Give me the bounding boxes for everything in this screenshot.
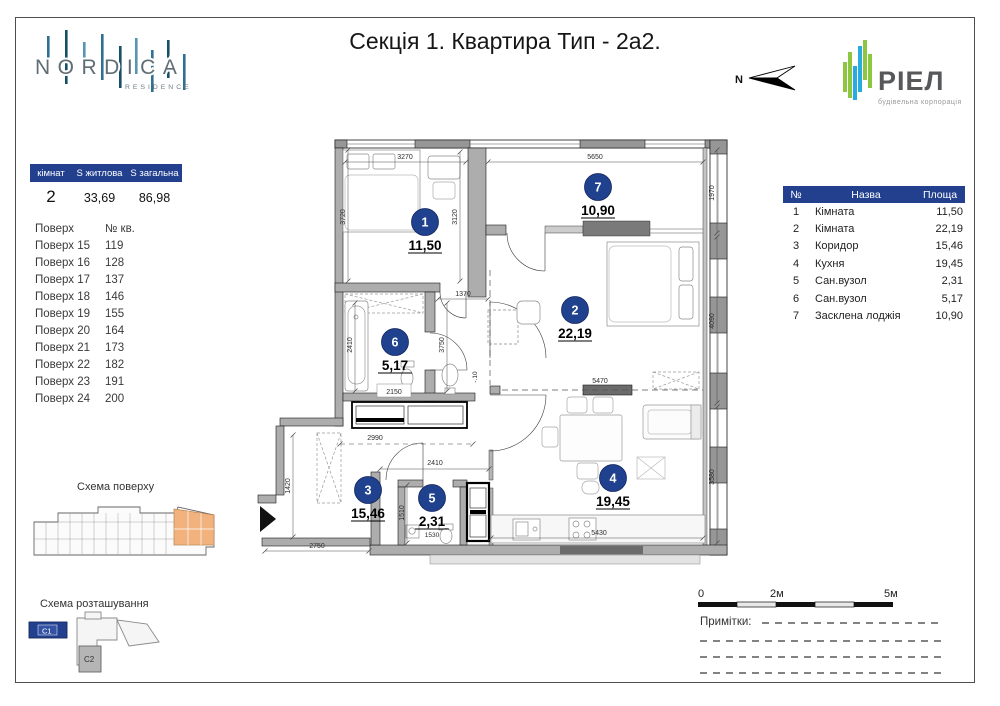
room-area: 10,90: [935, 310, 963, 323]
bed-room2: [607, 242, 699, 326]
rooms-col-name: Назва: [851, 188, 881, 201]
room-name: Сан.вузол: [815, 275, 867, 288]
floor-scheme: [28, 497, 238, 582]
floors-list: [35, 220, 150, 407]
floor-label: Поверх 24: [35, 392, 91, 405]
dimension-label: 1530: [424, 532, 440, 539]
room-name: Коридор: [815, 240, 859, 253]
scale-bar-graphic: [698, 601, 898, 609]
floor-label: Поверх 16: [35, 256, 91, 269]
room-label-7: [581, 174, 615, 219]
room-number: 6: [792, 292, 800, 305]
wardrobe-room2: [653, 372, 699, 389]
floor-row: [35, 271, 150, 288]
apartment-number: 146: [105, 290, 125, 303]
room-number-text: 6: [391, 335, 399, 350]
wardrobe-corridor: [317, 433, 341, 503]
desk-room2: [488, 310, 518, 344]
room-area: 15,46: [935, 240, 963, 253]
bed-room1: [343, 150, 420, 232]
summary-total-area: 86,98: [138, 191, 171, 205]
entrance-arrow: [260, 506, 276, 532]
room-area-text: 19,45: [596, 494, 630, 509]
floor-scheme-highlighted-unit: [174, 509, 214, 545]
apartment-summary-values: [30, 187, 182, 207]
rooms-table-header: [783, 186, 965, 203]
location-building-c1: [29, 622, 67, 638]
floors-col2-header: № кв.: [105, 222, 135, 235]
room-number-text: 2: [571, 303, 579, 318]
room-number-text: 3: [364, 483, 372, 498]
page-title: Секція 1. Квартира Тип - 2а2.: [349, 28, 661, 54]
floor-label: Поверх 15: [35, 239, 91, 252]
room-area-text: 2,31: [418, 514, 446, 529]
room-table-row: [783, 203, 965, 220]
dimension-label: 5650: [587, 154, 603, 161]
floor-row: [35, 237, 150, 254]
notes-line-3: [700, 656, 942, 658]
dimension-label: 2410: [427, 460, 443, 467]
room-name: Кухня: [815, 257, 845, 270]
floor-label: Поверх 22: [35, 358, 91, 371]
kitchen-counter: [491, 515, 705, 543]
room-number-text: 1: [421, 215, 429, 230]
room-number-text: 7: [594, 180, 602, 195]
riel-logo-bars: [843, 40, 872, 100]
dimension-label: 1970: [709, 185, 716, 201]
room-number-text: 5: [428, 491, 436, 506]
floor-row: [35, 339, 150, 356]
notes-line-2: [700, 640, 942, 642]
floor-scheme-title: Схема поверху: [77, 481, 155, 493]
room-number: 7: [792, 310, 800, 323]
room-area-text: 15,46: [351, 506, 385, 521]
room-area: 19,45: [935, 257, 963, 270]
room-number: 3: [792, 240, 800, 253]
apartment-number: 191: [105, 375, 125, 388]
room-label-2: [558, 297, 592, 342]
chair-room2: [517, 301, 540, 324]
floor-label: Поверх 18: [35, 290, 91, 303]
dimension-label: 2150: [386, 389, 402, 396]
dimension-label: -.10: [472, 371, 479, 383]
scale-label-2m: 2м: [770, 588, 784, 600]
chair-room1: [433, 182, 455, 199]
apartment-number: 155: [105, 307, 125, 320]
room-number: 4: [792, 257, 800, 270]
sofa: [643, 405, 701, 439]
riel-wordmark: РІЕЛ: [878, 66, 945, 96]
summary-header-total: S загальна: [130, 167, 179, 179]
scale-label-5m: 5м: [884, 588, 898, 600]
room-name: Засклена лоджія: [815, 310, 901, 323]
dimension-label: 1420: [285, 478, 292, 494]
floor-label: Поверх 23: [35, 375, 91, 388]
room-table-row: [783, 255, 965, 272]
room-table-row: [783, 273, 965, 290]
north-label: N: [735, 74, 743, 86]
room-area-text: 11,50: [408, 238, 442, 253]
room-name: Кімната: [815, 205, 855, 218]
dimension-label: 1510: [399, 505, 406, 521]
north-arrow: [733, 62, 803, 94]
dimension-label: 1370: [455, 291, 471, 298]
notes-line-4: [700, 672, 942, 674]
apartment-number: 119: [105, 239, 124, 252]
apartment-number: 182: [105, 358, 125, 371]
room-name: Кімната: [815, 223, 855, 236]
apartment-number: 128: [105, 256, 125, 269]
apartment-number: 173: [105, 341, 125, 354]
floors-list-header: [35, 220, 150, 237]
coffee-table: [637, 457, 665, 479]
floor-row: [35, 356, 150, 373]
dimension-tick: [471, 442, 476, 447]
scale-label-0: 0: [698, 588, 705, 600]
room-number: 5: [792, 275, 800, 288]
north-arrow-upper: [749, 66, 795, 78]
room-table-row: [783, 238, 965, 255]
rooms-col-num: №: [790, 188, 802, 201]
room-label-6: [378, 329, 412, 374]
nordica-sub-wordmark: RESIDENCE: [125, 84, 192, 91]
room-label-4: [596, 465, 630, 510]
floor-row: [35, 390, 150, 407]
desk-room1: [428, 156, 460, 179]
room-name: Сан.вузол: [815, 292, 867, 305]
location-building-c1-label: C1: [42, 626, 52, 636]
room-area: 5,17: [941, 292, 963, 305]
summary-rooms-count: 2: [46, 187, 56, 206]
floor-row: [35, 288, 150, 305]
room-table-row: [783, 220, 965, 237]
room-area: 22,19: [935, 223, 963, 236]
dimension-label: 2750: [309, 543, 325, 550]
room-area: 11,50: [936, 205, 963, 218]
floor-row: [35, 373, 150, 390]
dimension-label: 4090: [709, 313, 716, 329]
floor-row: [35, 254, 150, 271]
floor-label: Поверх 17: [35, 273, 91, 286]
room-number: 1: [792, 205, 800, 218]
dimension-label: 2410: [347, 337, 354, 353]
room-number-text: 4: [609, 471, 617, 486]
apartment-number: 137: [105, 273, 125, 286]
room-area: 2,31: [941, 275, 963, 288]
summary-header-living: S житлова: [76, 167, 123, 179]
dimension-label: 3720: [340, 209, 347, 225]
north-arrow-lower: [749, 78, 795, 90]
summary-living-area: 33,69: [83, 191, 116, 205]
floor-label: Поверх 20: [35, 324, 91, 337]
dimension-label: 3750: [439, 337, 446, 353]
notes-line-1: [762, 622, 942, 624]
dimension-label: 3270: [397, 154, 413, 161]
dimension-label: 3580: [709, 469, 716, 485]
summary-header-rooms: кімнат: [37, 167, 65, 179]
floor-label: Поверх 21: [35, 341, 91, 354]
room-table-row: [783, 290, 965, 307]
room-label-5: [415, 485, 449, 530]
floor-row: [35, 322, 150, 339]
floors-rows: [35, 237, 150, 407]
plan-walls: [258, 140, 727, 564]
floor-plan-drawing: [255, 105, 760, 585]
washbasin-wc: [406, 525, 419, 538]
riel-sub-wordmark: будівельна корпорація: [878, 99, 962, 106]
riel-logo: [840, 38, 975, 116]
room-number: 2: [792, 223, 800, 236]
plan-doors: [386, 233, 546, 480]
rooms-table-body: [783, 203, 965, 325]
floor-label: Поверх 19: [35, 307, 91, 320]
apartment-number: 200: [105, 392, 125, 405]
nordica-wordmark: NORDICA: [35, 56, 185, 79]
notes-label: Примітки:: [700, 616, 752, 628]
notes-block: [700, 612, 942, 630]
dimension-label: 3120: [452, 209, 459, 225]
washbasin-room6: [442, 364, 458, 394]
nordica-logo: [33, 30, 213, 102]
rooms-col-area: Площа: [922, 188, 958, 201]
dimension-label: 2990: [367, 435, 383, 442]
dimension-label: 5470: [592, 378, 608, 385]
location-scheme: [25, 610, 180, 682]
room-area-text: 5,17: [381, 358, 409, 373]
floor-row: [35, 305, 150, 322]
location-building-c2-label: C2: [84, 655, 95, 664]
room-table-row: [783, 307, 965, 324]
apartment-summary-header: [30, 164, 182, 182]
apartment-summary: [30, 164, 182, 207]
apartment-number: 164: [105, 324, 125, 337]
floors-col1-header: Поверх: [35, 222, 75, 235]
room-area-text: 22,19: [558, 326, 592, 341]
room-area-text: 10,90: [581, 203, 615, 218]
dimension-label: 5430: [591, 530, 607, 537]
location-scheme-title: Схема розташування: [40, 598, 149, 610]
rooms-table: [783, 186, 965, 325]
